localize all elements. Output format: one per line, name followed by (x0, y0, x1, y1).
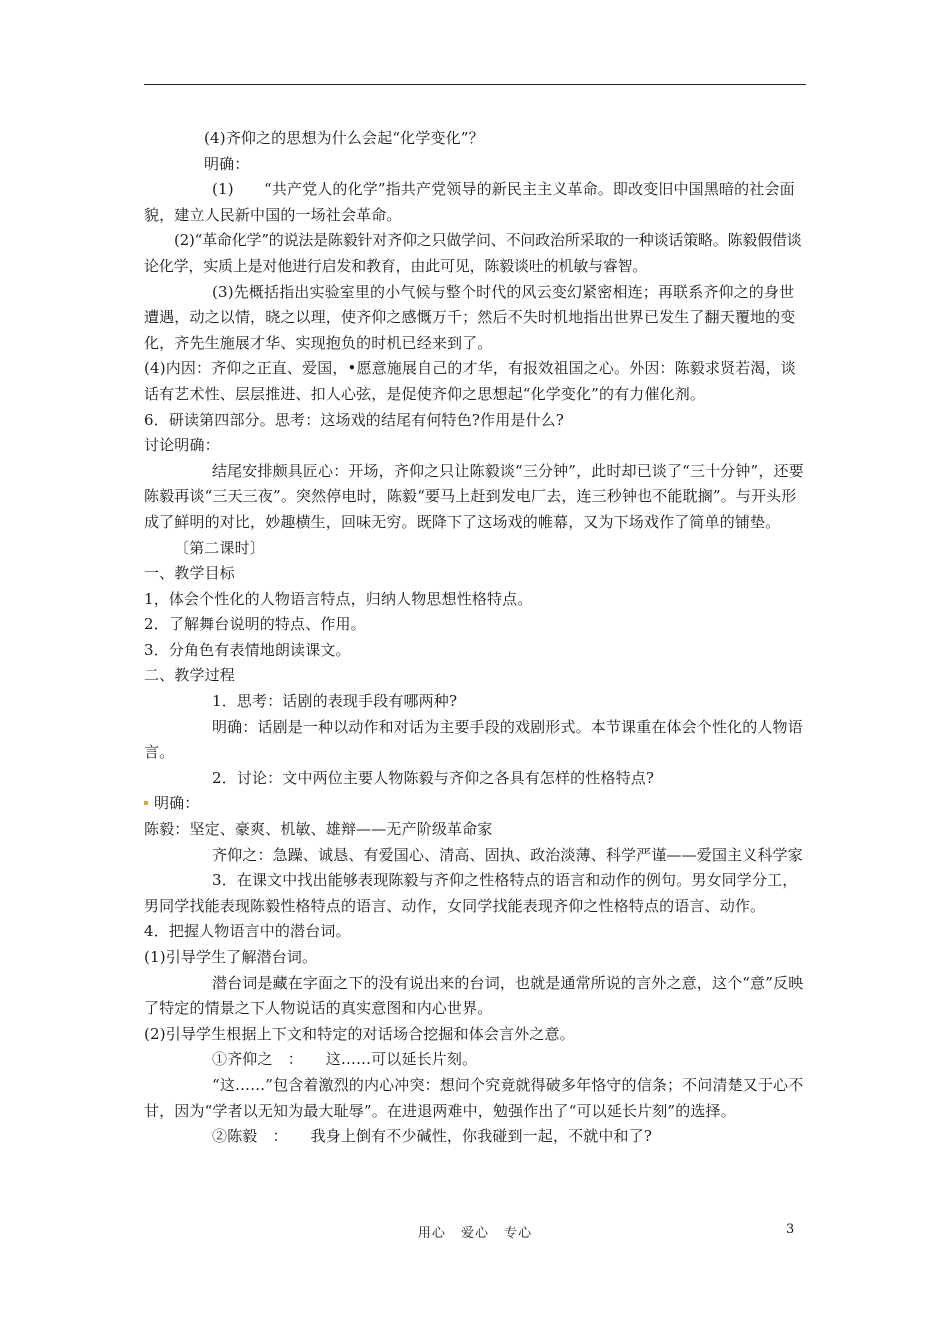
page-body (144, 126, 808, 1150)
process-step-2: 2．讨论：文中两位主要人物陈毅与齐仰之各具有怎样的性格特点? (212, 768, 655, 787)
question-4: (4)齐仰之的思想为什么会起“化学变化”？ (204, 129, 484, 147)
subtext-step-2: (2)引导学生根据上下文和特定的对话场合挖掘和体会言外之意。 (144, 1024, 575, 1043)
subtext-definition: 潜台词是藏在字面之下的没有说出来的台词，也就是通常所说的言外之意，这个“意”反映了特定的情景之下人物说话的真实意图和内心世界。 (144, 973, 804, 1018)
process-step-1-answer: 明确：话剧是一种以动作和对话为主要手段的戏剧形式。本节课重在体会个性化的人物语言。 (144, 717, 803, 762)
chen-yi-traits: 陈毅：坚定、豪爽、机敏、雄辩——无产阶级革命家 (144, 820, 493, 839)
goal-2: 2．了解舞台说明的特点、作用。 (144, 615, 366, 634)
header-rule (144, 84, 806, 85)
answer-label: 明确： (204, 154, 250, 173)
teaching-process-heading: 二、教学过程 (144, 666, 235, 685)
example-2-line: ②陈毅 ： 我身上倒有不少碱性，你我碰到一起，不就中和了? (212, 1127, 653, 1146)
process-step-1: 1．思考：话剧的表现手段有哪两种? (212, 692, 458, 711)
discussion-label: 讨论明确： (144, 436, 220, 455)
process-step-3: 3．在课文中找出能够表现陈毅与齐仰之性格特点的语言和动作的例句。男女同学分工，男同学找能表现陈毅性格特点的语言、动作，女同学找能表现齐仰之性格特点的语言、动作。 (144, 871, 798, 915)
answer-point-2: (2)“革命化学”的说法是陈毅针对齐仰之只做学问、不问政治所采取的一种谈话策略。陈毅假借谈论化学，实质上是对他进行启发和教育，由此可见，陈毅谈吐的机敏与睿智。 (144, 231, 802, 275)
answer-point-3: (3)先概括指出实验室里的小气候与整个时代的风云变幻紧密相连；再联系齐仰之的身世遭遇，动之以情，晓之以理，使齐仰之感慨万千；然后不失时机地指出世界已发生了翻天覆地的变化，齐先生施展才华、实现抱负的时机已经来到了。 (144, 282, 796, 352)
answer-point-4: (4)内因：齐仰之正直、爱国，•愿意施展自己的才华，有报效祖国之心。外因：陈毅求贤若渴，谈话有艺术性、层层推进、扣人心弦，是促使齐仰之思想起“化学变化”的有力催化剂。 (144, 359, 796, 403)
second-lesson-heading: 〔第二课时〕 (174, 538, 265, 557)
footer-motto: 用心 爱心 专心 (417, 1226, 533, 1241)
teaching-goals-heading: 一、教学目标 (144, 564, 235, 583)
process-step-2-answer-label: 明确： (144, 791, 808, 817)
bullet-dot-icon (144, 801, 148, 805)
page-number: 3 (786, 1222, 795, 1237)
process-step-4: 4．把握人物语言中的潜台词。 (144, 922, 351, 941)
answer-point-1: (1) “共产党人的化学”指共产党领导的新民主主义革命。即改变旧中国黑暗的社会面貌，建立人民新中国的一场社会革命。 (144, 180, 795, 224)
goal-1: 1，体会个性化的人物语言特点，归纳人物思想性格特点。 (144, 589, 533, 608)
example-1-analysis: “这……”包含着激烈的内心冲突：想问个究竟就得破多年恪守的信条；不问清楚又于心不甘，因为“学者以无知为最大耻辱”。在进退两难中，勉强作出了“可以延长片刻”的选择。 (144, 1075, 804, 1120)
example-1-line: ①齐仰之 ： 这……可以延长片刻。 (212, 1050, 478, 1069)
qi-yangzhi-traits: 齐仰之：急躁、诚恳、有爱国心、清高、固执、政治淡薄、科学严谨——爱国主义科学家 (212, 845, 803, 864)
subtext-step-1: (1)引导学生了解潜台词。 (144, 948, 318, 966)
goal-3: 3．分角色有表情地朗读课文。 (144, 640, 351, 659)
study-part-4: 6．研读第四部分。思考：这场戏的结尾有何特色?作用是什么? (144, 410, 564, 429)
ending-analysis: 结尾安排颇具匠心：开场，齐仰之只让陈毅谈“三分钟”，此时却已谈了“三十分钟”，还要陈毅再谈“三天三夜”。突然停电时，陈毅“要马上赶到发电厂去，连三秒钟也不能耽搁”。与开头形成了鲜明的对比，妙趣横生，回味无穷。既降下了这场戏的帷幕，又为下场戏作了简单的铺垫。 (144, 461, 804, 531)
